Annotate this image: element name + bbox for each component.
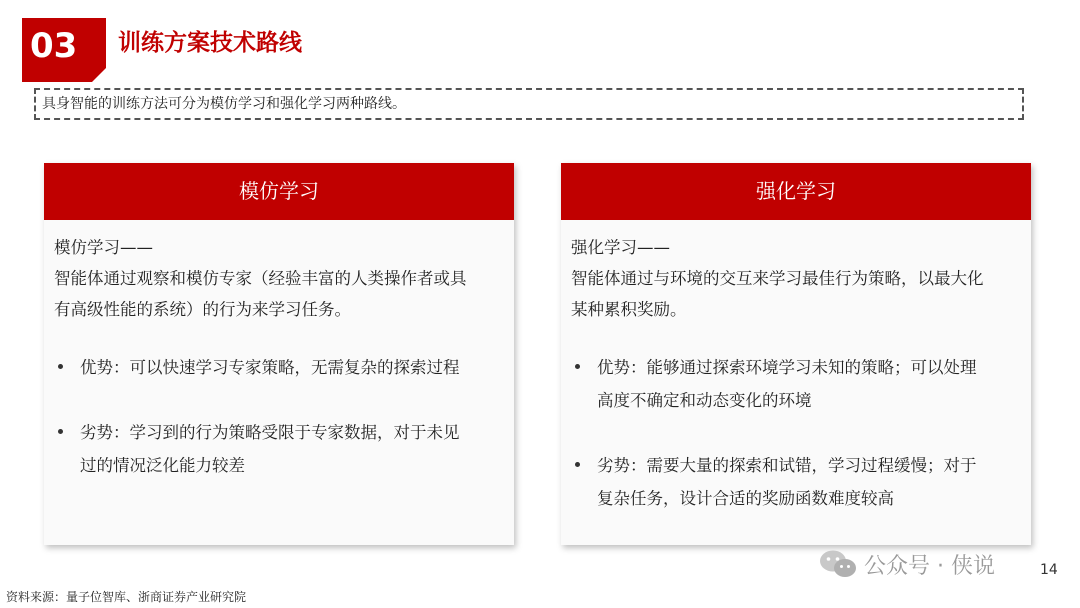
watermark-text: 公众号 · 侠说 xyxy=(864,553,995,579)
bullet-list xyxy=(571,351,1021,515)
card-body xyxy=(44,220,514,482)
bullet-dot-icon xyxy=(575,364,580,369)
bullet-list xyxy=(54,351,504,482)
bullet-text: 高度不确定和动态变化的环境 xyxy=(597,391,812,410)
bullet-text: 劣势：需要大量的探索和试错，学习过程缓慢；对于 xyxy=(597,456,977,475)
wechat-icon xyxy=(818,548,858,580)
definition-line: 智能体通过观察和模仿专家（经验丰富的人类操作者或具 xyxy=(54,269,467,288)
summary-box xyxy=(34,88,1024,120)
section-number: 03 xyxy=(30,26,78,66)
card-title: 强化学习 xyxy=(561,163,1031,220)
definition-line: 有高级性能的系统）的行为来学习任务。 xyxy=(54,300,351,319)
card-reinforcement-learning xyxy=(561,163,1031,545)
definition-line: 某种累积奖励。 xyxy=(571,300,687,319)
definition-line: 模仿学习—— xyxy=(54,238,153,257)
bullet-disadvantage xyxy=(571,449,1021,515)
bullet-dot-icon xyxy=(575,462,580,467)
page-number: 14 xyxy=(1040,562,1058,578)
bullet-dot-icon xyxy=(58,429,63,434)
bullet-text: 过的情况泛化能力较差 xyxy=(80,456,245,475)
bullet-advantage xyxy=(571,351,1021,417)
bullet-disadvantage xyxy=(54,416,504,482)
definition-line: 智能体通过与环境的交互来学习最佳行为策略，以最大化 xyxy=(571,269,984,288)
bullet-text: 复杂任务，设计合适的奖励函数难度较高 xyxy=(597,489,894,508)
card-body xyxy=(561,220,1031,515)
bullet-advantage xyxy=(54,351,504,384)
watermark xyxy=(818,548,995,580)
definition-line: 强化学习—— xyxy=(571,238,670,257)
bullet-text: 优势：可以快速学习专家策略，无需复杂的探索过程 xyxy=(80,358,460,377)
bullet-text: 优势：能够通过探索环境学习未知的策略；可以处理 xyxy=(597,358,977,377)
bullet-dot-icon xyxy=(58,364,63,369)
card-imitation-learning xyxy=(44,163,514,545)
bullet-text: 劣势：学习到的行为策略受限于专家数据，对于未见 xyxy=(80,423,460,442)
source-note: 资料来源：量子位智库、浙商证券产业研究院 xyxy=(6,590,247,604)
summary-text: 具身智能的训练方法可分为模仿学习和强化学习两种路线。 xyxy=(42,96,406,112)
page-title: 训练方案技术路线 xyxy=(118,30,302,56)
section-number-badge xyxy=(22,18,106,82)
card-title: 模仿学习 xyxy=(44,163,514,220)
